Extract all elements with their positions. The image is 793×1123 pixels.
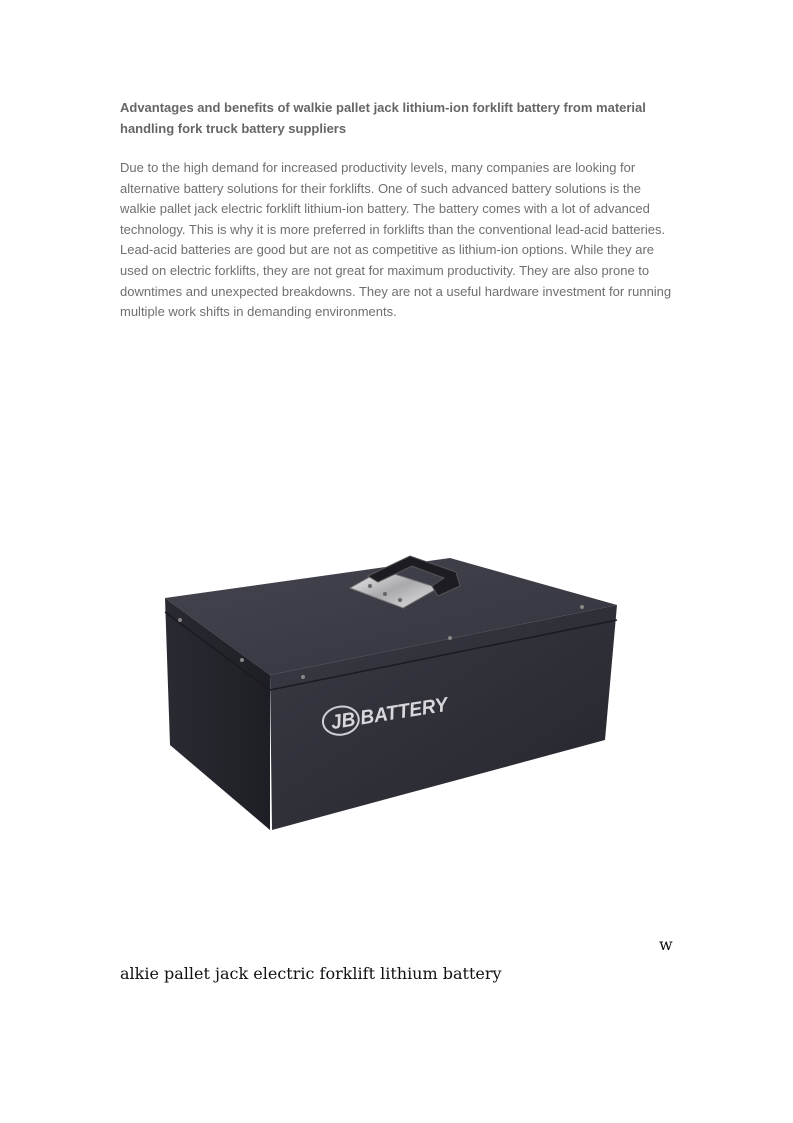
battery-illustration: [120, 350, 680, 930]
brand-logo-text: JB BATTERY: [329, 692, 456, 735]
image-caption: alkie pallet jack electric forklift lithium battery: [120, 964, 502, 983]
article-paragraph: Due to the high demand for increased productivity levels, many companies are looking for alternative battery solutions for their forklifts. One of such advanced battery solutions is the walkie pallet jack electric forklift lithium-ion battery. The battery comes with a lot of advanced technology. This is why it is more preferred in forklifts than the conventional lead-acid batteries. Lead-acid batteries are good but are not as competitive as lithium-ion options. While they are used on electric forklifts, they are not great for maximum productivity. They are also prone to downtimes and unexpected breakdowns. They are not a useful hardware investment for running multiple work shifts in demanding environments.: [120, 160, 672, 320]
caption-first-letter: w: [659, 935, 673, 954]
battery-product-image: [120, 350, 680, 930]
article-title: Advantages and benefits of walkie pallet jack lithium-ion forklift battery from material handling fork truck battery suppliers: [120, 100, 646, 136]
